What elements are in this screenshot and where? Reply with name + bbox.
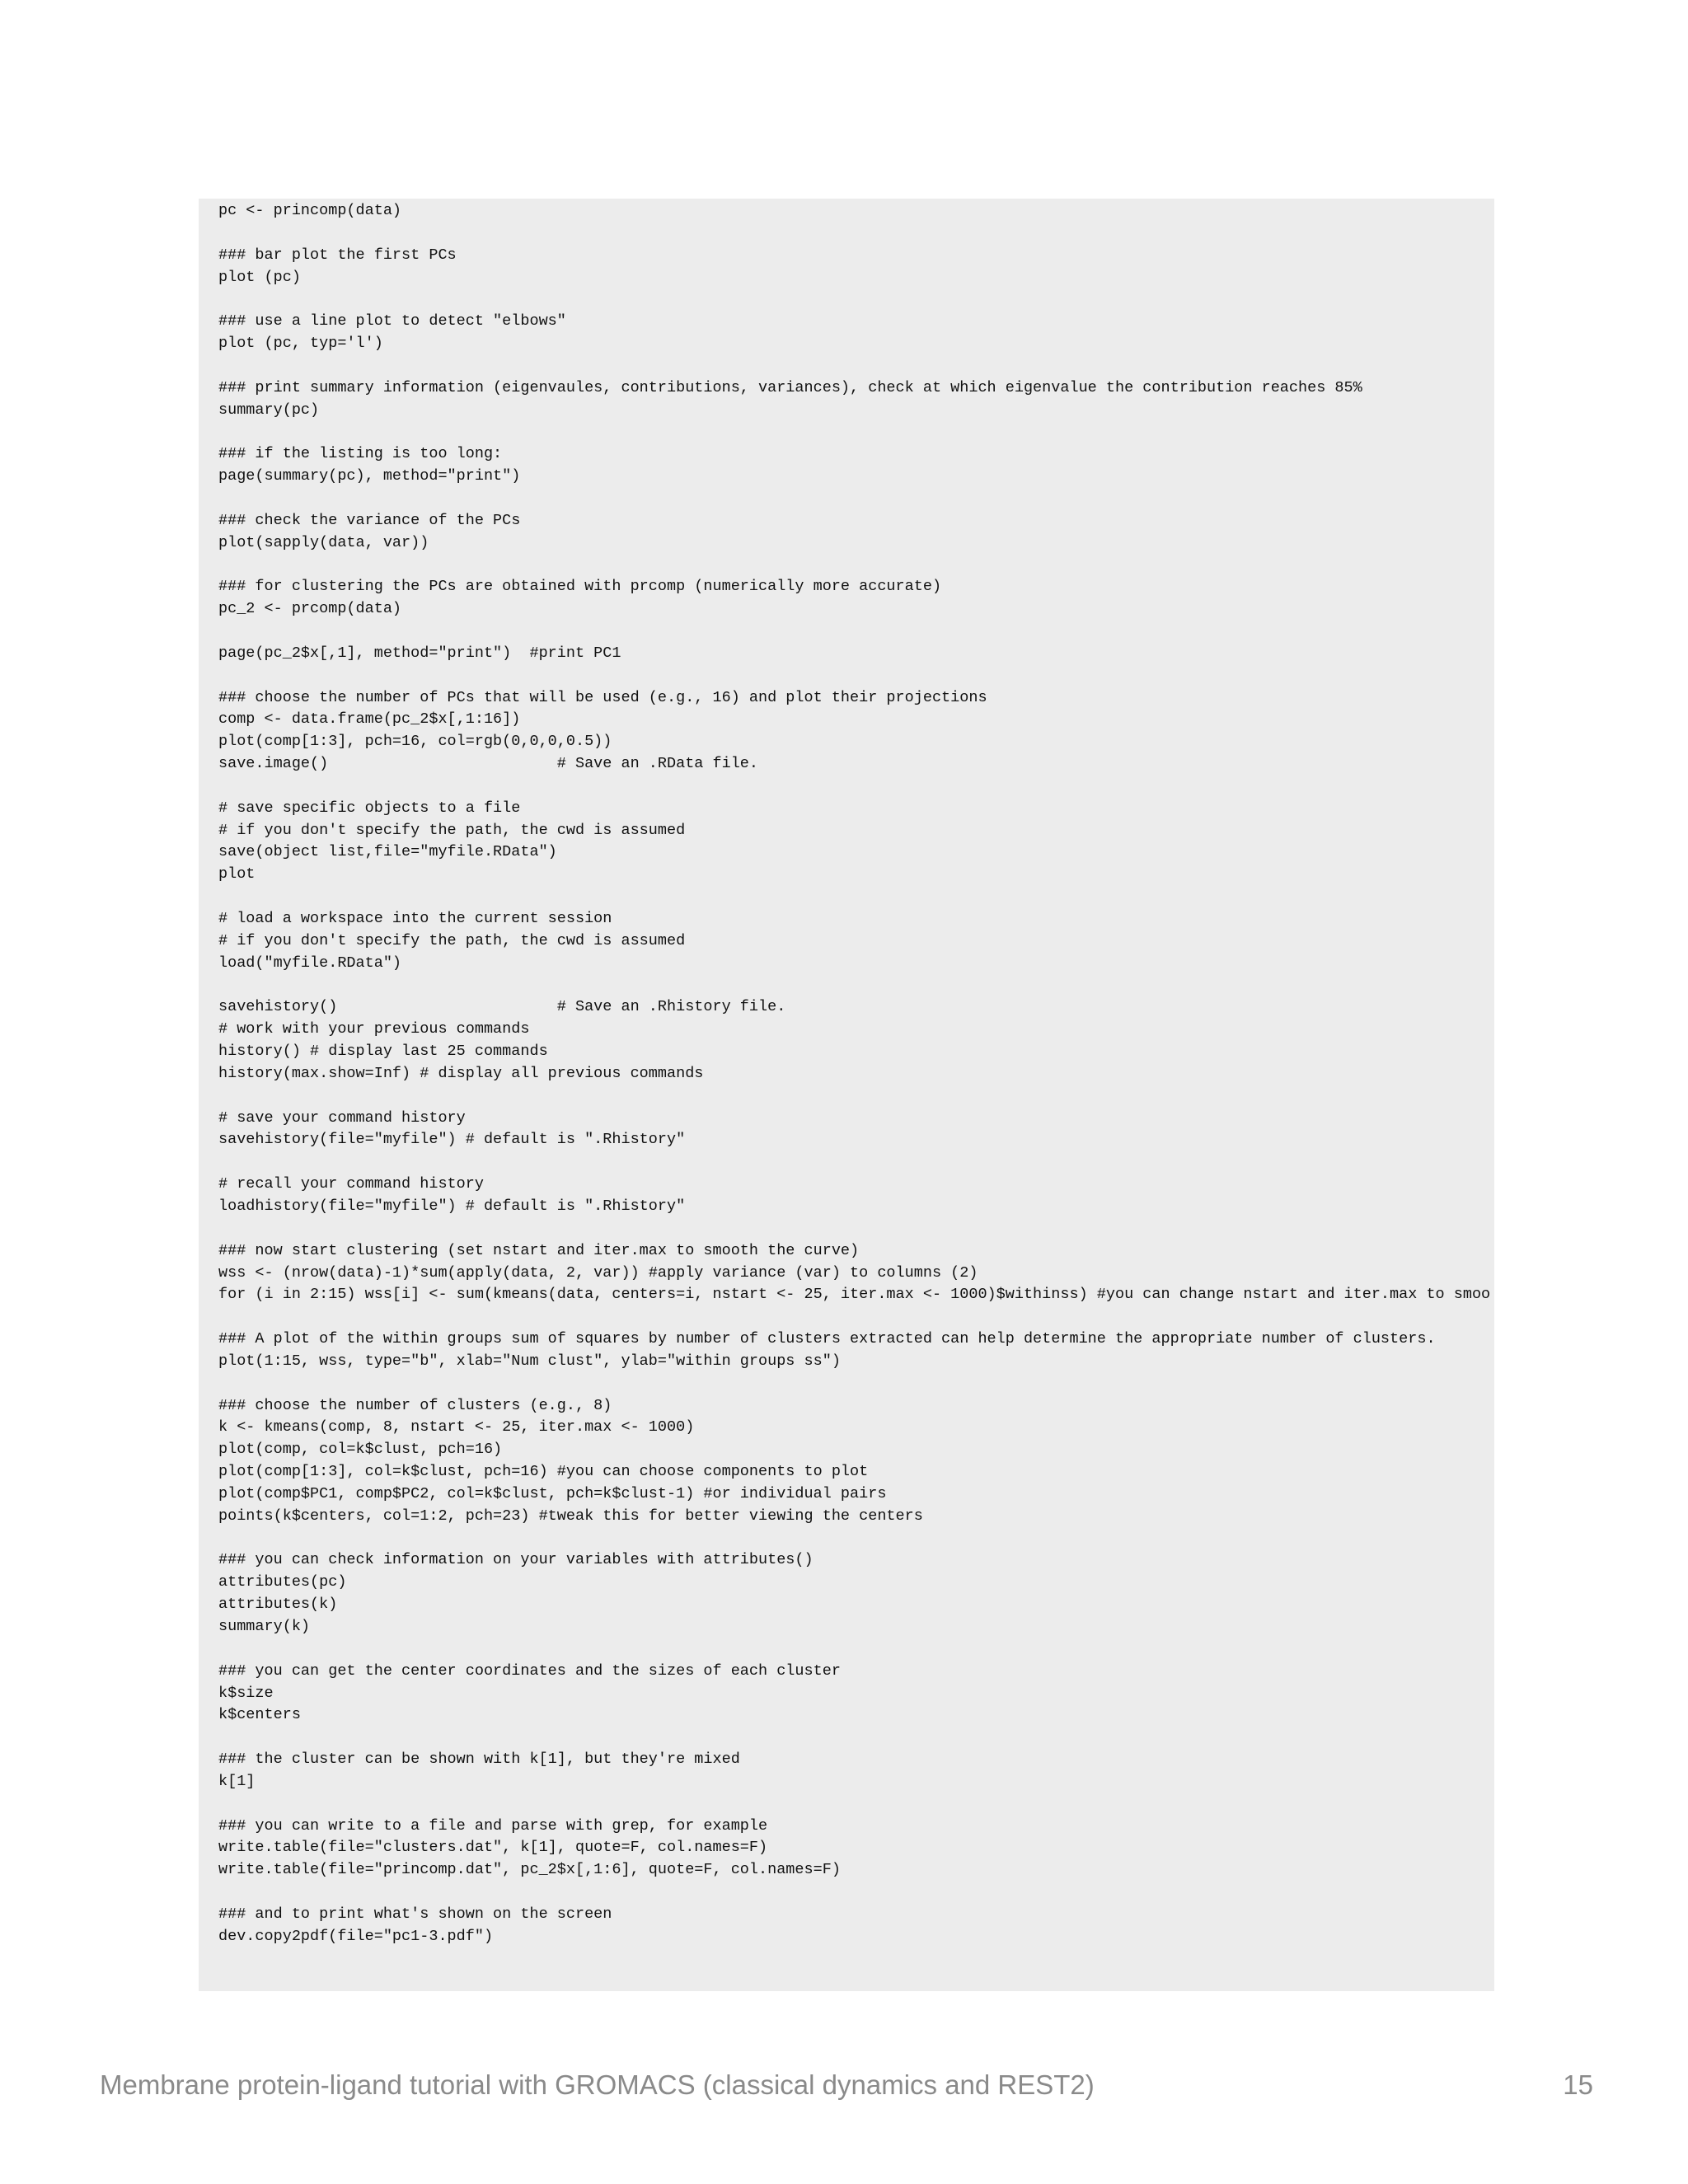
code-line: history(max.show=Inf) # display all previous commands [218, 1064, 704, 1082]
code-line: points(k$centers, col=1:2, pch=23) #tweak this for better viewing the centers [218, 1507, 923, 1525]
code-line: ### print summary information (eigenvaules, contributions, variances), check at which eigenvalue the contribution reaches 85% [218, 378, 1362, 396]
code-line [218, 1882, 1490, 1904]
code-line [218, 1793, 1490, 1816]
code-line: ### A plot of the within groups sum of squares by number of clusters extracted can help determine the appropriate number of clusters. [218, 1330, 1436, 1348]
code-line [218, 1373, 1490, 1395]
code-line: plot(1:15, wss, type="b", xlab="Num clust", ylab="within groups ss") [218, 1352, 841, 1370]
code-line [218, 488, 1490, 510]
code-line: for (i in 2:15) wss[i] <- sum(kmeans(data, centers=i, nstart <- 25, iter.max <- 1000)$withinss) #you can change nstart and iter.max to smoo [218, 1286, 1491, 1304]
code-line: ### you can get the center coordinates and the sizes of each cluster [218, 1661, 841, 1680]
code-line: k[1] [218, 1772, 256, 1790]
code-line: k$size [218, 1684, 274, 1702]
code-line [218, 1306, 1490, 1329]
code-line: dev.copy2pdf(file="pc1-3.pdf") [218, 1927, 494, 1945]
code-line: comp <- data.frame(pc_2$x[,1:16]) [218, 710, 521, 729]
code-line: k$centers [218, 1706, 301, 1724]
code-line: plot (pc, typ='l') [218, 335, 383, 353]
code-line: ### now start clustering (set nstart and iter.max to smooth the curve) [218, 1241, 860, 1259]
code-line [218, 355, 1490, 377]
code-line: savehistory(file="myfile") # default is ".Rhistory" [218, 1131, 686, 1149]
code-line: ### and to print what's shown on the screen [218, 1905, 612, 1923]
code-line: # save your command history [218, 1108, 466, 1127]
code-line: # if you don't specify the path, the cwd is assumed [218, 821, 686, 839]
code-line: load("myfile.RData") [218, 954, 402, 972]
code-line: ### you can check information on your variables with attributes() [218, 1551, 814, 1569]
code-line [218, 975, 1490, 997]
code-line: ### use a line plot to detect "elbows" [218, 312, 566, 330]
code-line: # if you don't specify the path, the cwd is assumed [218, 931, 686, 949]
page-number: 15 [1563, 2069, 1593, 2100]
code-line: history() # display last 25 commands [218, 1043, 548, 1061]
code-line: ### bar plot the first PCs [218, 246, 457, 264]
code-line: ### for clustering the PCs are obtained with prcomp (numerically more accurate) [218, 578, 942, 596]
code-line [218, 1085, 1490, 1108]
code-line: savehistory() # Save an .Rhistory file. [218, 998, 786, 1016]
code-line [218, 665, 1490, 687]
code-line: loadhistory(file="myfile") # default is ".Rhistory" [218, 1197, 686, 1215]
code-line [218, 621, 1490, 643]
code-line [218, 1528, 1490, 1550]
code-line: ### choose the number of clusters (e.g., 8) [218, 1396, 612, 1414]
code-line: # work with your previous commands [218, 1020, 530, 1038]
code-line: attributes(k) [218, 1596, 338, 1614]
code-line: plot(comp$PC1, comp$PC2, col=k$clust, pch=k$clust-1) #or individual pairs [218, 1484, 887, 1502]
code-line [218, 555, 1490, 577]
code-line [218, 288, 1490, 311]
code-line: pc <- princomp(data) [218, 202, 402, 219]
code-line: pc_2 <- prcomp(data) [218, 600, 402, 618]
code-line [218, 1727, 1490, 1749]
code-line: attributes(pc) [218, 1573, 347, 1591]
code-line: plot (pc) [218, 268, 301, 286]
page-footer [100, 2067, 1593, 2103]
code-line: # recall your command history [218, 1175, 484, 1193]
code-block [199, 199, 1494, 1991]
code-line: plot(comp[1:3], col=k$clust, pch=16) #you can choose components to plot [218, 1463, 869, 1481]
code-line: k <- kmeans(comp, 8, nstart <- 25, iter.max <- 1000) [218, 1418, 695, 1436]
code-line: page(pc_2$x[,1], method="print") #print PC1 [218, 644, 621, 662]
code-line: ### the cluster can be shown with k[1], but they're mixed [218, 1750, 740, 1769]
code-line [218, 1218, 1490, 1240]
code-line: plot [218, 865, 256, 883]
code-line: write.table(file="clusters.dat", k[1], quote=F, col.names=F) [218, 1839, 768, 1857]
code-line: # save specific objects to a file [218, 799, 521, 817]
code-line: ### choose the number of PCs that will be used (e.g., 16) and plot their projections [218, 688, 987, 706]
code-line [218, 223, 1490, 245]
code-line: page(summary(pc), method="print") [218, 467, 521, 485]
code-line: # load a workspace into the current session [218, 910, 612, 927]
code-line [218, 421, 1490, 443]
code-line: ### check the variance of the PCs [218, 511, 521, 529]
code-line: plot(comp[1:3], pch=16, col=rgb(0,0,0,0.5)) [218, 733, 612, 751]
code-line [218, 776, 1490, 798]
code-line: summary(pc) [218, 401, 320, 419]
code-line: wss <- (nrow(data)-1)*sum(apply(data, 2, var)) #apply variance (var) to columns (2) [218, 1263, 978, 1282]
footer-title: Membrane protein-ligand tutorial with GROMACS (classical dynamics and REST2) [100, 2069, 1095, 2100]
code-line: save.image() # Save an .RData file. [218, 755, 759, 773]
code-listing [218, 200, 1490, 1948]
code-line: save(object list,file="myfile.RData") [218, 843, 557, 861]
code-line: ### if the listing is too long: [218, 445, 503, 463]
code-line: summary(k) [218, 1618, 311, 1635]
code-line: write.table(file="princomp.dat", pc_2$x[,1:6], quote=F, col.names=F) [218, 1861, 841, 1879]
code-line: ### you can write to a file and parse with grep, for example [218, 1816, 768, 1835]
code-line [218, 1151, 1490, 1174]
code-line [218, 886, 1490, 908]
code-line [218, 1638, 1490, 1661]
code-line: plot(comp, col=k$clust, pch=16) [218, 1441, 503, 1459]
code-line: plot(sapply(data, var)) [218, 533, 429, 551]
